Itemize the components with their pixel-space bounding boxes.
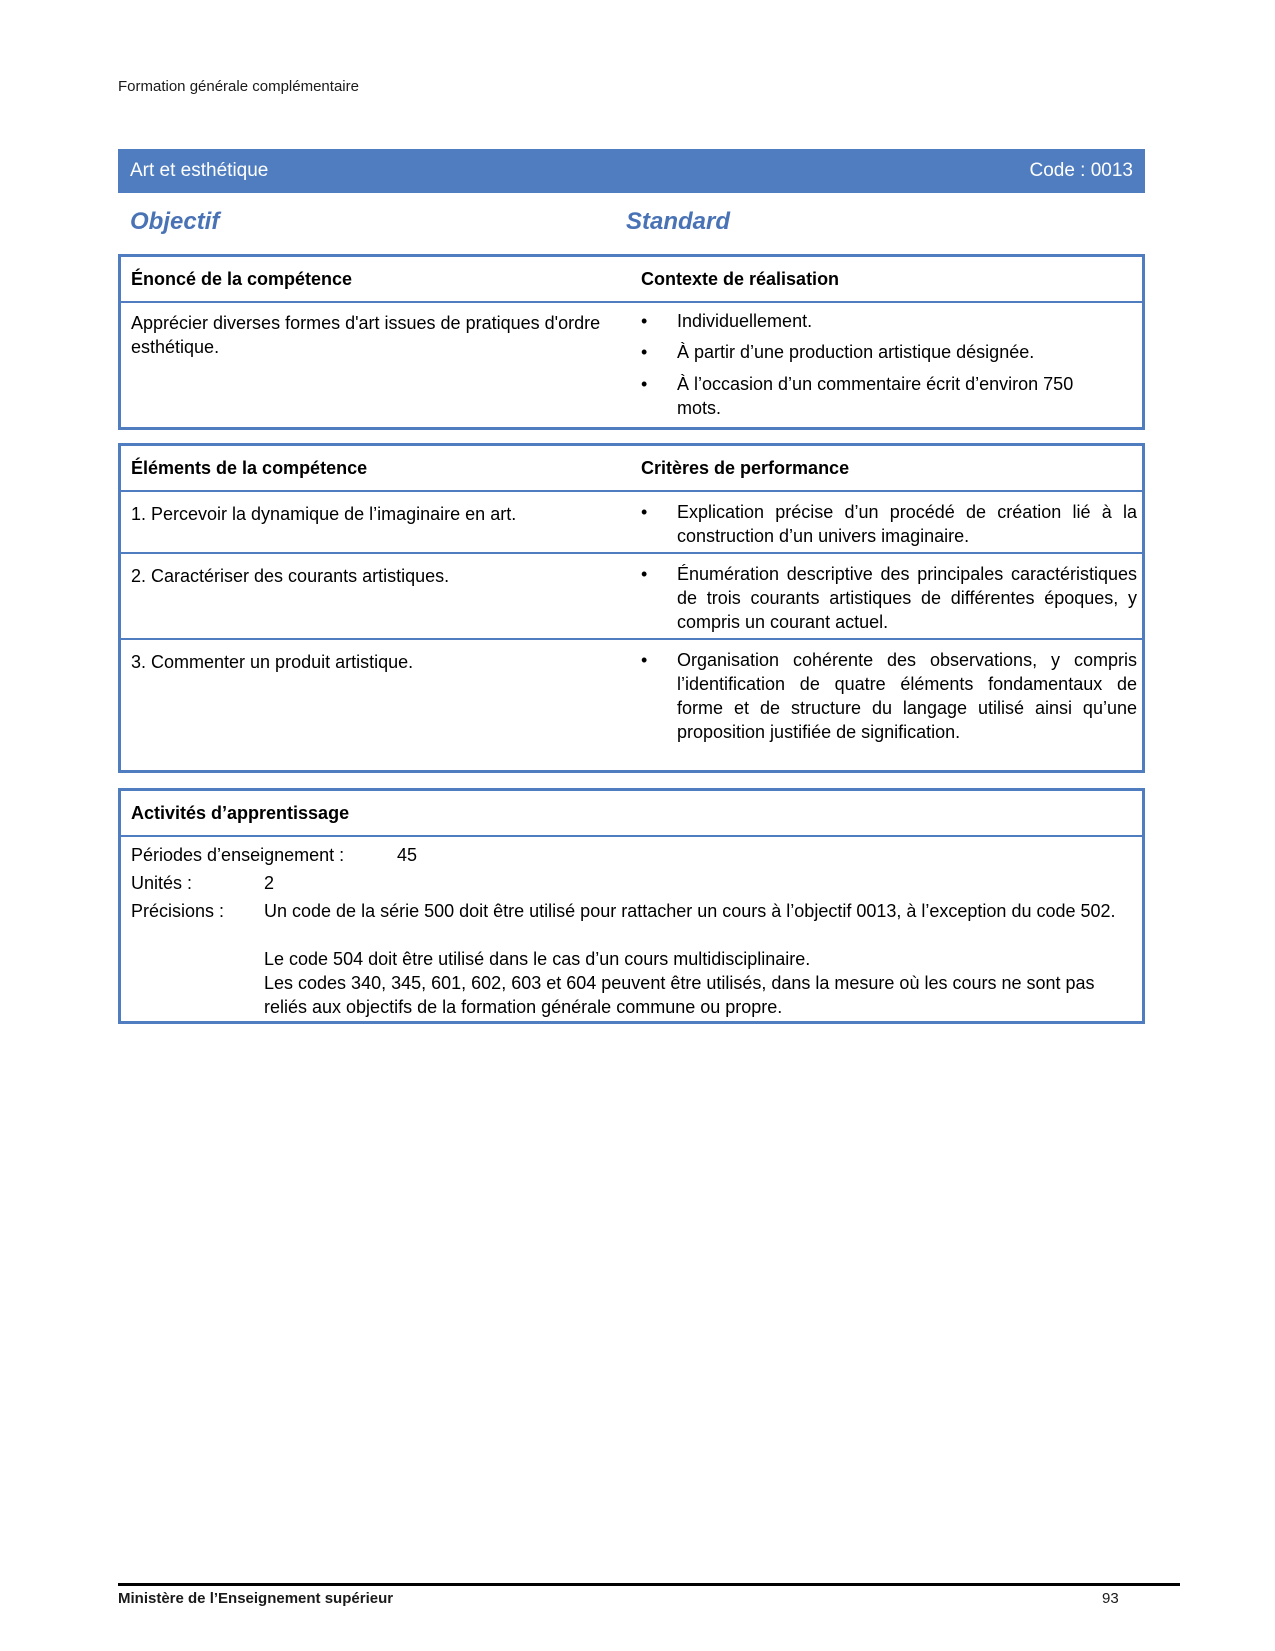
statement-header: Énoncé de la compétence bbox=[131, 269, 353, 289]
criteria-header: Critères de performance bbox=[641, 458, 850, 478]
bullet-icon: • bbox=[641, 374, 648, 394]
element-text: 1. Percevoir la dynamique de l’imaginaire en art. bbox=[131, 504, 517, 524]
footer-ministry: Ministère de l’Enseignement supérieur bbox=[118, 1590, 394, 1607]
competence-statement: Apprécier diverses formes d'art issues de pratiques d'ordre esthétique. bbox=[131, 313, 601, 357]
criterion-text: Organisation cohérente des observations, y compris l’identification de quatre éléments fondamentaux de forme et de structure du langage utilisé ainsi qu’une proposition justifiée de signification. bbox=[677, 650, 1137, 742]
units-value: 2 bbox=[264, 873, 275, 893]
criterion-text: Explication précise d’un procédé de création lié à la construction d’un univers imaginaire. bbox=[677, 502, 1137, 546]
bullet-icon: • bbox=[641, 502, 648, 522]
activities-header-row bbox=[121, 791, 1142, 837]
page-number: 93 bbox=[1102, 1590, 1119, 1607]
criterion-text: Énumération descriptive des principales caractéristiques de trois courants artistiques de différentes époques, y compris un courant actuel. bbox=[677, 564, 1137, 632]
elements-table bbox=[118, 443, 1145, 773]
units-label: Unités : bbox=[131, 873, 193, 893]
table-row bbox=[121, 640, 1142, 770]
precision-text: Les codes 340, 345, 601, 602, 603 et 604 peuvent être utilisés, dans la mesure où les cours ne sont pas reliés aux objectifs de la formation générale commune ou propre. bbox=[264, 973, 1095, 1017]
objectif-heading: Objectif bbox=[130, 208, 220, 235]
precision-text: Un code de la série 500 doit être utilisé pour rattacher un cours à l’objectif 0013, à l’exception du code 502. bbox=[264, 901, 1116, 921]
elements-table-header bbox=[121, 446, 1142, 492]
page-header: Formation générale complémentaire bbox=[118, 78, 359, 95]
context-header: Contexte de réalisation bbox=[641, 269, 840, 289]
table-row bbox=[121, 492, 1142, 554]
activities-header: Activités d’apprentissage bbox=[131, 803, 350, 823]
context-item: À l’occasion d’un commentaire écrit d’environ 750 mots. bbox=[677, 374, 1074, 418]
competence-table-header bbox=[121, 257, 1142, 303]
competence-table bbox=[118, 254, 1145, 430]
context-item: À partir d’une production artistique désignée. bbox=[677, 342, 1035, 362]
element-text: 3. Commenter un produit artistique. bbox=[131, 652, 414, 672]
footer-rule bbox=[118, 1583, 1180, 1586]
periods-value: 45 bbox=[397, 845, 418, 865]
course-title: Art et esthétique bbox=[130, 160, 269, 181]
table-row bbox=[121, 554, 1142, 640]
course-code: Code : 0013 bbox=[1029, 160, 1133, 181]
precision-text: Le code 504 doit être utilisé dans le cas d’un cours multidisciplinaire. bbox=[264, 949, 811, 969]
bullet-icon: • bbox=[641, 650, 648, 670]
precisions-label: Précisions : bbox=[131, 901, 225, 921]
activities-table bbox=[118, 788, 1145, 1024]
elements-header: Éléments de la compétence bbox=[131, 458, 368, 478]
bullet-icon: • bbox=[641, 311, 648, 331]
title-bar bbox=[118, 149, 1145, 193]
bullet-icon: • bbox=[641, 564, 648, 584]
bullet-icon: • bbox=[641, 342, 648, 362]
standard-heading: Standard bbox=[626, 208, 731, 235]
periods-label: Périodes d’enseignement : bbox=[131, 845, 345, 865]
competence-table-body bbox=[121, 303, 1142, 427]
activities-body bbox=[121, 837, 1142, 1023]
element-text: 2. Caractériser des courants artistiques. bbox=[131, 566, 450, 586]
context-item: Individuellement. bbox=[677, 311, 813, 331]
